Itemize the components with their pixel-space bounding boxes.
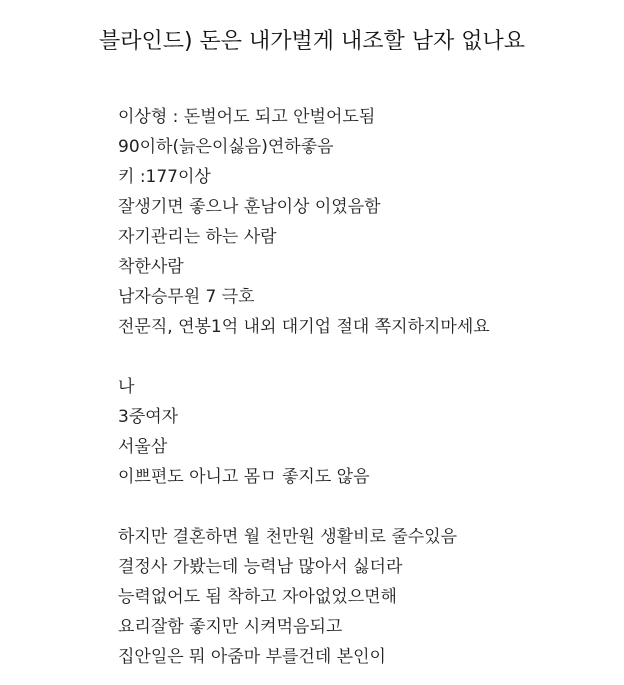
text-line: 착한사람: [118, 257, 184, 277]
text-line: 키 :177이상: [118, 167, 211, 187]
text-line: 잘생기면 좋으나 훈남이상 이였음함: [118, 197, 381, 217]
text-line: 능력없어도 됨 착하고 자아없었으면해: [118, 587, 397, 607]
offer-section: [118, 522, 608, 672]
text-line: 결정사 가봤는데 능력남 많아서 싫더라: [118, 557, 403, 577]
about-me-section: [118, 372, 608, 492]
text-line: 하지만 결혼하면 월 천만원 생활비로 줄수있음: [118, 527, 458, 547]
text-line: 90이하(늙은이싫음)연하좋음: [118, 137, 334, 157]
post-body: [118, 102, 608, 672]
text-line: 자기관리는 하는 사람: [118, 227, 277, 247]
text-line: 이상형 : 돈벌어도 되고 안벌어도됨: [118, 107, 376, 127]
text-line: 남자승무원 7 극호: [118, 287, 255, 307]
text-line: 전문직, 연봉1억 내외 대기업 절대 쪽지하지마세요: [118, 317, 490, 337]
post-title: 블라인드) 돈은 내가벌게 내조할 남자 없나요: [98, 29, 526, 54]
text-line: 서울삼: [118, 437, 168, 457]
text-line: 요리잘함 좋지만 시켜먹음되고: [118, 617, 343, 637]
text-line: 나: [118, 377, 135, 397]
text-line: 이쁘편도 아니고 몸ㅁ 좋지도 않음: [118, 467, 370, 487]
text-line: 집안일은 뭐 아줌마 부를건데 본인이: [118, 647, 386, 667]
text-line: 3중여자: [118, 407, 179, 427]
ideal-type-section: [118, 102, 608, 342]
